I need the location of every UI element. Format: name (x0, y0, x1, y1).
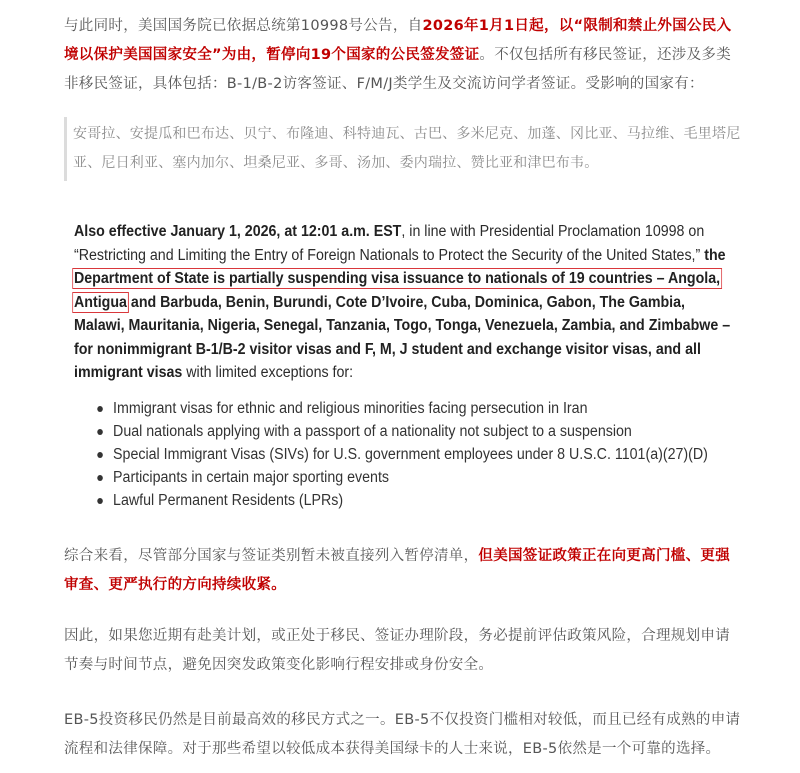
bullet-icon (97, 452, 103, 458)
summary-highlight-text: 但美国签证政策正在向更高门槛、更强审查、更严执行的方向持续收紧。 (64, 548, 731, 593)
eb5-paragraph: EB-5投资移民仍然是目前最高效的移民方式之一。EB-5不仅投资门槛相对较低，而且已经有成熟的申请流程和法律保障。对于那些希望以较低成本获得美国绿卡的人士来说，EB-5依然是一个可靠的选择。 (64, 712, 741, 757)
bullet-icon (97, 498, 103, 504)
effective-date-bold: Also effective January 1, 2026, at 12:01 a.m. EST (74, 223, 402, 240)
summary-paragraph (64, 542, 744, 600)
proclamation-text: , in line with Presidential Proclamation 10998 on “Restricting and Limiting the Entry of Foreign Nationals to Protect the Security of the United States,” (74, 223, 705, 264)
countries-quote-block (64, 117, 746, 181)
intro-tail-text: 。不仅包括所有移民签证，还涉及多类非移民签证，具体包括：B-1/B-2访客签证、F/M/J类学生及交流访问学者签证。受影响的国家有： (64, 47, 732, 92)
intro-lead-text: 与此同时，美国国务院已依据总统第10998号公告，自 (64, 18, 423, 34)
intro-paragraph (64, 12, 744, 99)
countries-bold-text: and Barbuda, Benin, Burundi, Cote D’Ivoire, Cuba, Dominica, Gabon, The Gambia, Malawi, Mauritania, Nigeria, Senegal, Tanzania, Togo, Tonga, Venezuela, Zambia, and Zimbabwe – for nonimmigrant B-1/B-2 visitor visas and F, M, J student and exchange visitor visas, and all immigrant visas (74, 293, 731, 381)
advice-paragraph: 因此，如果您近期有赴美计划，或正处于移民、签证办理阶段，务必提前评估政策风险，合理规划申请节奏与时间节点，避免因突发政策变化影响行程安排或身份安全。 (64, 628, 730, 673)
embedded-announcement-screenshot (74, 220, 731, 512)
exceptions-lead-text: with limited exceptions for: (182, 364, 354, 381)
list-item: Dual nationals applying with a passport of a nationality not subject to a suspension (113, 420, 734, 443)
list-item: Participants in certain major sporting events (113, 466, 734, 489)
countries-list-text: 安哥拉、安提瓜和巴布达、贝宁、布隆迪、科特迪瓦、古巴、多米尼克、加蓬、冈比亚、马拉维、毛里塔尼亚、尼日利亚、塞内加尔、坦桑尼亚、多哥、汤加、委内瑞拉、赞比亚和津巴布韦。 (73, 126, 741, 171)
bold-the: the (700, 246, 726, 264)
bullet-icon (97, 406, 103, 412)
list-item: Lawful Permanent Residents (LPRs) (113, 489, 734, 512)
summary-lead-text: 综合来看，尽管部分国家与签证类别暂未被直接列入暂停清单， (64, 548, 479, 564)
list-item: Special Immigrant Visas (SIVs) for U.S. government employees under 8 U.S.C. 1101(a)(27)(D) (113, 443, 734, 466)
announcement-paragraph (74, 220, 734, 385)
bullet-icon (97, 429, 103, 435)
list-item: Immigrant visas for ethnic and religious minorities facing persecution in Iran (113, 397, 734, 420)
exceptions-list (74, 397, 734, 512)
highlighted-suspension-box: Department of State is partially suspending visa issuance to nationals of 19 countries – Angola, Antigua (74, 270, 721, 311)
bullet-icon (97, 475, 103, 481)
intro-highlight-text: 2026年1月1日起，以“限制和禁止外国公民入境以保护美国国家安全”为由，暂停向19个国家的公民签发签证 (64, 18, 732, 63)
